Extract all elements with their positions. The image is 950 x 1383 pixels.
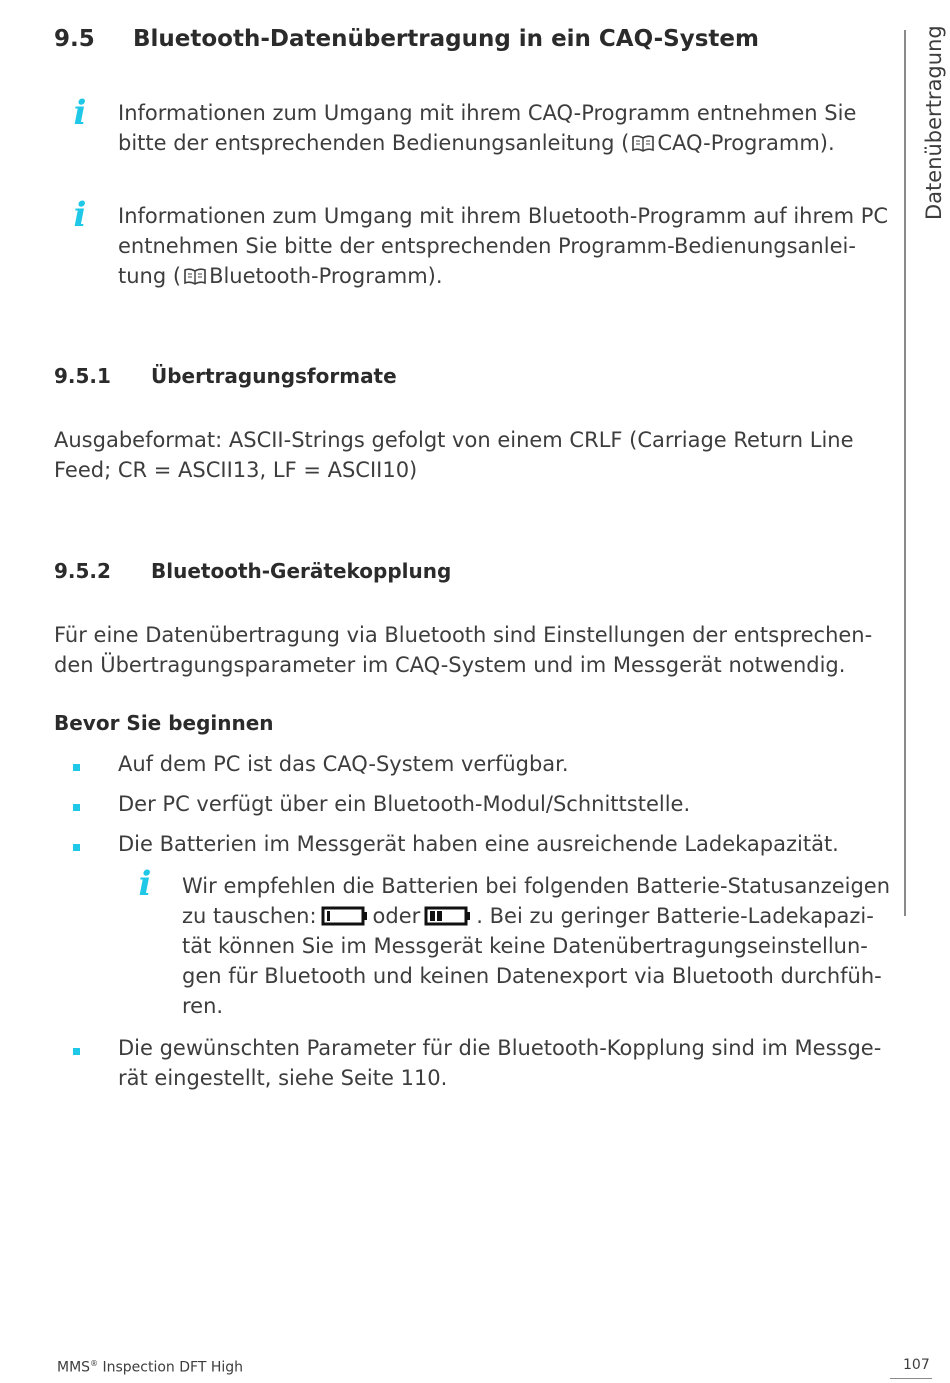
- footer-product-rest: Inspection DFT High: [98, 1359, 244, 1376]
- battery-note-line3: tät können Sie im Messgerät keine Datenübertragungseinstellun-: [182, 934, 868, 958]
- battery-note-text: zu tauschen:: [182, 904, 317, 928]
- paragraph-line: Feed; CR = ASCII13, LF = ASCII10): [54, 458, 418, 482]
- list-item: Der PC verfügt über ein Bluetooth-Modul/Schnittstelle.: [118, 792, 691, 816]
- page-number-rule: [890, 1378, 932, 1379]
- side-tab-rule: [904, 30, 906, 916]
- subsection-title: Bluetooth-Gerätekopplung: [151, 559, 452, 583]
- info-icon: i: [73, 93, 87, 133]
- info-note-bluetooth-text: tung (: [118, 264, 182, 288]
- page-number: 107: [903, 1357, 930, 1373]
- subsection-title: Übertragungsformate: [151, 364, 397, 388]
- info-note-caq-text: bitte der entsprechenden Bedienungsanleitung (: [118, 131, 630, 155]
- output-format-paragraph: [54, 425, 894, 485]
- subsection-number: 9.5.2: [54, 559, 111, 583]
- book-icon: [631, 134, 655, 152]
- battery-note-line2: [182, 901, 894, 931]
- info-note-caq-ref: CAQ-Programm).: [657, 131, 835, 155]
- battery-note-text: . Bei zu geringer Batterie-Ladekapazi-: [476, 904, 874, 928]
- info-note-bluetooth-ref: Bluetooth-Programm).: [209, 264, 443, 288]
- info-note-bluetooth-line2: entnehmen Sie bitte der entsprechenden Programm-Bedienungsanlei-: [118, 234, 856, 258]
- list-item-line: Die gewünschten Parameter für die Bluetooth-Kopplung sind im Messge-: [118, 1036, 882, 1060]
- list-item-line: rät eingestellt, siehe Seite 110.: [118, 1066, 448, 1090]
- list-item: [118, 1033, 898, 1093]
- battery-note-text: oder: [372, 904, 421, 928]
- prerequisites-heading: Bevor Sie beginnen: [54, 711, 274, 735]
- side-tab-label: Datenübertragung: [922, 25, 946, 220]
- info-note-bluetooth: [118, 201, 898, 291]
- book-icon: [183, 267, 207, 285]
- paragraph-line: den Übertragungsparameter im CAQ-System und im Messgerät notwendig.: [54, 653, 846, 677]
- bullet-square: [73, 804, 80, 811]
- paragraph-line: Ausgabeformat: ASCII-Strings gefolgt von einem CRLF (Carriage Return Line: [54, 428, 854, 452]
- battery-note-line1: Wir empfehlen die Batterien bei folgenden Batterie-Statusanzeigen: [182, 874, 891, 898]
- battery-note-line4: gen für Bluetooth und keinen Datenexport via Bluetooth durchfüh-: [182, 964, 882, 988]
- info-note-bluetooth-line1: Informationen zum Umgang mit ihrem Bluetooth-Programm auf ihrem PC: [118, 204, 889, 228]
- subsection-number: 9.5.1: [54, 364, 111, 388]
- footer-product-name: MMS: [57, 1359, 91, 1376]
- section-title: Bluetooth-Datenübertragung in ein CAQ-System: [133, 26, 759, 52]
- battery-empty-icon: [321, 905, 369, 927]
- info-note-caq-line1: Informationen zum Umgang mit ihrem CAQ-Programm entnehmen Sie: [118, 101, 857, 125]
- info-note-caq: [118, 98, 888, 158]
- pairing-paragraph: [54, 620, 894, 680]
- registered-mark: ®: [90, 1359, 99, 1368]
- battery-low-icon: [424, 905, 472, 927]
- bullet-square: [73, 764, 80, 771]
- info-note-caq-line2: [118, 128, 888, 158]
- footer-product: [57, 1359, 243, 1376]
- info-note-bluetooth-line3: [118, 261, 898, 291]
- section-number: 9.5: [54, 26, 95, 52]
- list-item: Auf dem PC ist das CAQ-System verfügbar.: [118, 752, 569, 776]
- list-item: Die Batterien im Messgerät haben eine ausreichende Ladekapazität.: [118, 832, 839, 856]
- info-icon: i: [73, 195, 87, 235]
- battery-note-line5: ren.: [182, 994, 224, 1018]
- bullet-square: [73, 1048, 80, 1055]
- bullet-square: [73, 844, 80, 851]
- battery-note: [182, 871, 894, 1021]
- info-icon: i: [138, 864, 152, 904]
- paragraph-line: Für eine Datenübertragung via Bluetooth sind Einstellungen der entsprechen-: [54, 623, 873, 647]
